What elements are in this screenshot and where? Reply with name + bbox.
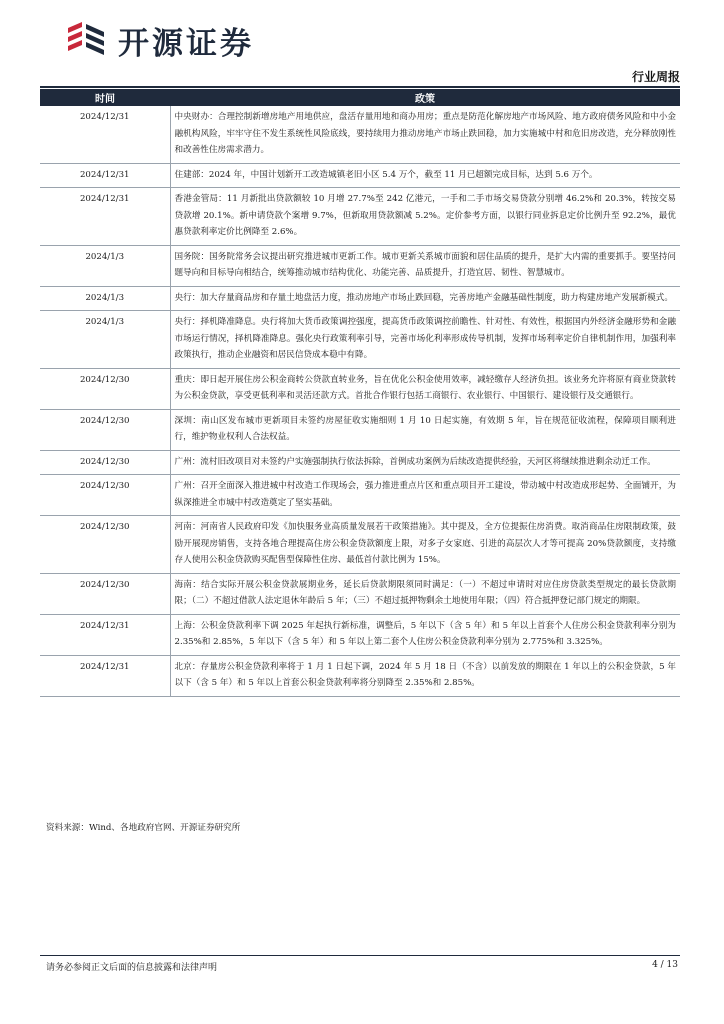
- row-date: 2024/12/31: [40, 163, 170, 188]
- row-date: 2024/1/3: [40, 311, 170, 369]
- row-date: 2024/12/31: [40, 614, 170, 655]
- row-policy: 上海：公积金贷款利率下调 2025 年起执行新标准，调整后，5 年以下（含 5 年）和 5 年以上首套个人住房公积金贷款利率分别为 2.35%和 2.85%，5 年以下（含 5 年）和 5 年以上第二套个人住房公积金贷款利率分别为 2.775%和 3.325%。: [170, 614, 680, 655]
- disclaimer-text: 请务必参阅正文后面的信息披露和法律声明: [46, 963, 218, 973]
- page-number: 4 / 13: [652, 960, 678, 970]
- table-row: [40, 106, 680, 163]
- row-policy: 北京：存量房公积金贷款利率将于 1 月 1 日起下调，2024 年 5 月 18 日（不含）以前发放的期限在 1 年以上的公积金贷款，5 年以下（含 5 年）和 5 年以上首套公积金贷款利率将分别降至 2.35%和 2.85%。: [170, 655, 680, 696]
- row-date: 2024/12/31: [40, 106, 170, 163]
- brand-mark-icon: [60, 18, 112, 62]
- row-policy: 香港金管局：11 月新批出贷款额较 10 月增 27.7%至 242 亿港元，一手和二手市场交易贷款分别增 46.2%和 20.3%，转按交易贷款增 20.1%。新申请贷款个案增 9.7%，但新取用贷款额减 5.2%。定价参考方面，以银行同业拆息定价比例升至 92.2%，最优惠贷款利率定价比例降至 2.6%。: [170, 188, 680, 246]
- row-date: 2024/1/3: [40, 286, 170, 311]
- row-date: 2024/12/30: [40, 368, 170, 409]
- row-date: 2024/12/31: [40, 188, 170, 246]
- row-policy: 央行：加大存量商品房和存量土地盘活力度，推动房地产市场止跌回稳，完善房地产金融基础性制度，助力构建房地产发展新模式。: [170, 286, 680, 311]
- footer-divider: [40, 955, 680, 956]
- row-policy: 住建部：2024 年，中国计划新开工改造城镇老旧小区 5.4 万个，截至 11 月已超额完成目标，达到 5.6 万个。: [170, 163, 680, 188]
- row-policy: 央行：择机降准降息。央行将加大货币政策调控强度，提高货币政策调控前瞻性、针对性、有效性，根据国内外经济金融形势和金融市场运行情况，择机降准降息。强化央行政策利率引导，完善市场化利率形成传导机制，发挥市场利率定价自律机制作用，加强利率政策执行，推动企业融资和居民信贷成本稳中有降。: [170, 311, 680, 369]
- table-row: [40, 655, 680, 696]
- table-row: [40, 450, 680, 475]
- table-row: [40, 368, 680, 409]
- column-header-policy: 政策: [170, 89, 680, 106]
- row-policy: 重庆：即日起开展住房公积金商转公贷款直转业务，旨在优化公积金使用效率，减轻缴存人经济负担。该业务允许将原有商业贷款转为公积金贷款，享受更低利率和灵活还款方式。首批合作银行包括工商银行、农业银行、中国银行、建设银行及交通银行。: [170, 368, 680, 409]
- brand-name: 开源证券: [118, 25, 254, 62]
- row-date: 2024/12/30: [40, 573, 170, 614]
- table-row: [40, 286, 680, 311]
- table-row: [40, 573, 680, 614]
- table-row: [40, 245, 680, 286]
- column-header-time: 时间: [40, 89, 170, 106]
- table-row: [40, 163, 680, 188]
- table-row: [40, 475, 680, 516]
- table-row: [40, 516, 680, 574]
- row-policy: 国务院：国务院常务会议提出研究推进城市更新工作。城市更新关系城市面貌和居住品质的提升，是扩大内需的重要抓手。要坚持问题导向和目标导向相结合，统筹推动城市结构优化、功能完善、品质提升，打造宜居、韧性、智慧城市。: [170, 245, 680, 286]
- row-date: 2024/12/30: [40, 450, 170, 475]
- table-row: [40, 311, 680, 369]
- policy-table: [40, 89, 680, 697]
- source-note: 资料来源：Wind、各地政府官网、开源证券研究所: [46, 823, 241, 833]
- row-policy: 海南：结合实际开展公积金贷款展期业务，延长后贷款期限须同时满足：（一）不超过申请时对应住房贷款类型规定的最长贷款期限；（二）不超过借款人法定退休年龄后 5 年；（三）不超过抵押物剩余土地使用年限；（四）符合抵押登记部门规定的期限。: [170, 573, 680, 614]
- row-date: 2024/12/30: [40, 409, 170, 450]
- row-policy: 深圳：南山区发布城市更新项目未签约房屋征收实施细则 1 月 10 日起实施，有效期 5 年，旨在规范征收流程，保障项目顺利进行，维护物业权利人合法权益。: [170, 409, 680, 450]
- brand-logo: [60, 18, 254, 62]
- table-header-row: [40, 89, 680, 106]
- table-row: [40, 188, 680, 246]
- header-divider: [40, 86, 680, 88]
- table-row: [40, 614, 680, 655]
- row-policy: 广州：流村旧改项目对未签约户实施强制执行依法拆除，首例成功案例为后续改造提供经验，天河区将继续推进剩余动迁工作。: [170, 450, 680, 475]
- report-type: 行业周报: [631, 70, 680, 84]
- row-date: 2024/12/30: [40, 516, 170, 574]
- row-date: 2024/12/30: [40, 475, 170, 516]
- table-row: [40, 409, 680, 450]
- row-policy: 河南：河南省人民政府印发《加快服务业高质量发展若干政策措施》。其中提及，全方位提振住房消费。取消商品住房限制政策，鼓励开展现房销售，支持各地合理提高住房公积金贷款额度上限，对多子女家庭、引进的高层次人才等可提高 20%贷款额度，支持缴存人使用公积金贷款购买配售型保障性住房、最低首付款比例为 15%。: [170, 516, 680, 574]
- row-policy: 广州：召开全面深入推进城中村改造工作现场会，强力推进重点片区和重点项目开工建设，带动城中村改造成形起势、全面铺开，为纵深推进全市城中村改造奠定了坚实基础。: [170, 475, 680, 516]
- row-policy: 中央财办：合理控制新增房地产用地供应，盘活存量用地和商办用房；重点是防范化解房地产市场风险、地方政府债务风险和中小金融机构风险，牢牢守住不发生系统性风险底线，要持续用力推动房地产市场止跌回稳，加力实施城中村和危旧房改造，充分释放刚性和改善性住房需求潜力。: [170, 106, 680, 163]
- row-date: 2024/1/3: [40, 245, 170, 286]
- row-date: 2024/12/31: [40, 655, 170, 696]
